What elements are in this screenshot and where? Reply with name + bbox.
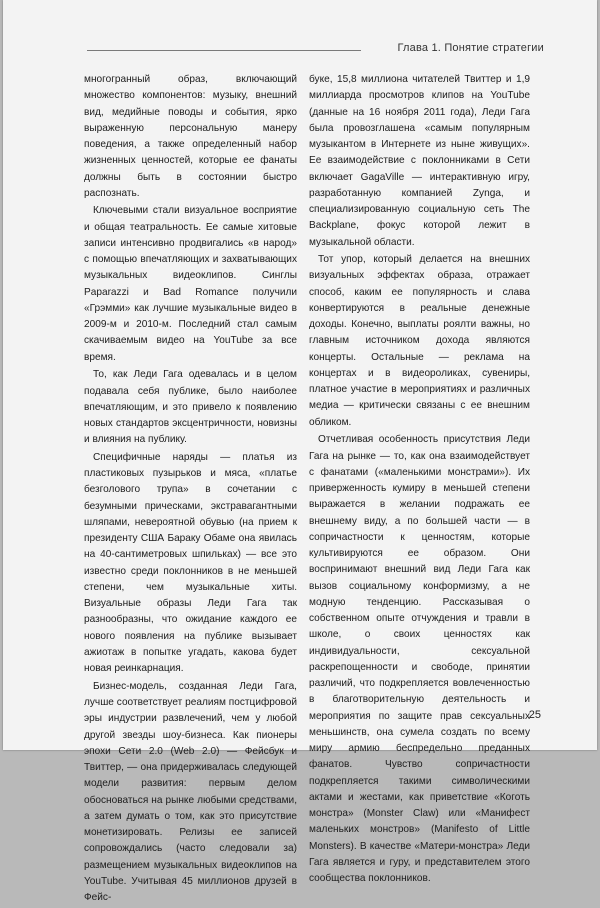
paragraph: То, как Леди Гага одевалась и в целом подавала себя публике, было наиболее впечатляющим, и это привело к появлению новых стандартов эксцентричности, новизны и влияния на публику.: [84, 369, 297, 446]
page-number: 25: [528, 709, 541, 721]
paragraph: Ключевыми стали визуальное восприятие и общая театральность. Ее самые хитовые записи интенсивно продвигались «в народ» с помощью впечатляющих и захватывающих музыкальных видеоклипов. Синглы Paparazzi и Bad Romance получили «Грэмми» как лучшие музыкальные видео в 2009-м и 2010-м. Последний стал самым скачиваемым видео на YouTube за все время.: [84, 205, 297, 363]
paragraph: многогранный образ, включающий множество компонентов: музыку, внешний вид, медийные поводы и события, ярко выраженную персональную манеру поведения, а также определенный набор жизненных ценностей, которые ее фанаты должны быть в состоянии быстро распознать.: [84, 74, 297, 199]
right-column: [309, 72, 530, 889]
header-rule: [87, 50, 361, 51]
paragraph: Тот упор, который делается на внешних визуальных эффектах образа, отражает способ, каким ее популярность и слава конвертируются в реальные денежные доходы. Конечно, выплаты роялти важны, но главным источником дохода являются концерты. Остальные — реклама на концертах и в видеороликах, сувениры, платное участие в мероприятиях и различных медиа — критически связаны с ее внешним обликом.: [309, 254, 530, 428]
left-column: [84, 72, 297, 908]
chapter-title: Глава 1. Понятие стратегии: [397, 42, 544, 54]
paragraph: Специфичные наряды — платья из пластиковых пузырьков и мяса, «платье безголового трупа» в сочетании с безумными прическами, экстравагантными шляпами, невероятной обувью (на прием к президенту США Бараку Обаме она явилась на 40-сантиметровых шпильках) — все это известно среди поклонников в не меньшей степени, чем музыкальные хиты. Визуальные образы Леди Гага так разнообразны, что ожидание каждого ее нового появления на публике вызывает ажиотаж в попытке угадать, какова будет новая реинкарнация.: [84, 451, 297, 675]
paragraph: буке, 15,8 миллиона читателей Твиттер и 1,9 миллиарда просмотров клипов на YouTube (данные на 16 ноября 2011 года), Леди Гага была провозглашена «самым популярным музыкантом в Интернете из ныне живущих». Ее взаимодействие с поклонниками в Сети включает GagaVille — интерактивную игру, разработанную компанией Zynga, и специализированную социальную сеть The Backplane, фокус которой лежит в музыкальной области.: [309, 74, 530, 248]
paragraph: Бизнес-модель, созданная Леди Гага, лучше соответствует реалиям постцифровой эры индустрии развлечений, чем у любой другой звезды шоу-бизнеса. Как пионеры эпохи Сети 2.0 (Web 2.0) — Фейсбук и Твиттер, — она придерживалась следующей модели развития: первым делом обосноваться на рынке любыми средствами, а затем думать о том, как это присутствие монетизировать. Релизы ее записей сопровождались (часто следовали за) размещением музыкальных видеоклипов на YouTube. Учитывая 45 миллионов друзей в Фейс-: [84, 680, 297, 904]
running-header: [87, 42, 544, 56]
book-page: [3, 0, 597, 904]
paragraph: Отчетливая особенность присутствия Леди Гага на рынке — то, как она взаимодействует с фанатами («маленькими монстрами»). Их приверженность кумиру в меньшей степени выражается в желании подражать ее внешнему виду, а по большей части — в сопричастности к ценностям, которые культивируются ее образом. Они воспринимают внешний вид Леди Гага как вызов социальному конформизму, а не модную тенденцию. Рассказывая о собственном опыте отчуждения и травли в школе, о своих ценностях как индивидуальности, сексуальной раскрепощенности и свободе, принятии различий, что подкрепляется вовлеченностью в благотворительную деятельность и мероприятия по защите прав сексуальных меньшинств, она сумела создать по всему миру армию беспредельно преданных фанатов. Чувство сопричастности подкрепляется такими символическими актами и жестами, как приветствие «Коготь монстра» (Monster Claw) или «Манифест маленьких монстров» (Manifesto of Little Monsters). В качестве «Матери-монстра» Леди Гага является и гуру, и представителем этого сообщества поклонников.: [309, 434, 530, 885]
